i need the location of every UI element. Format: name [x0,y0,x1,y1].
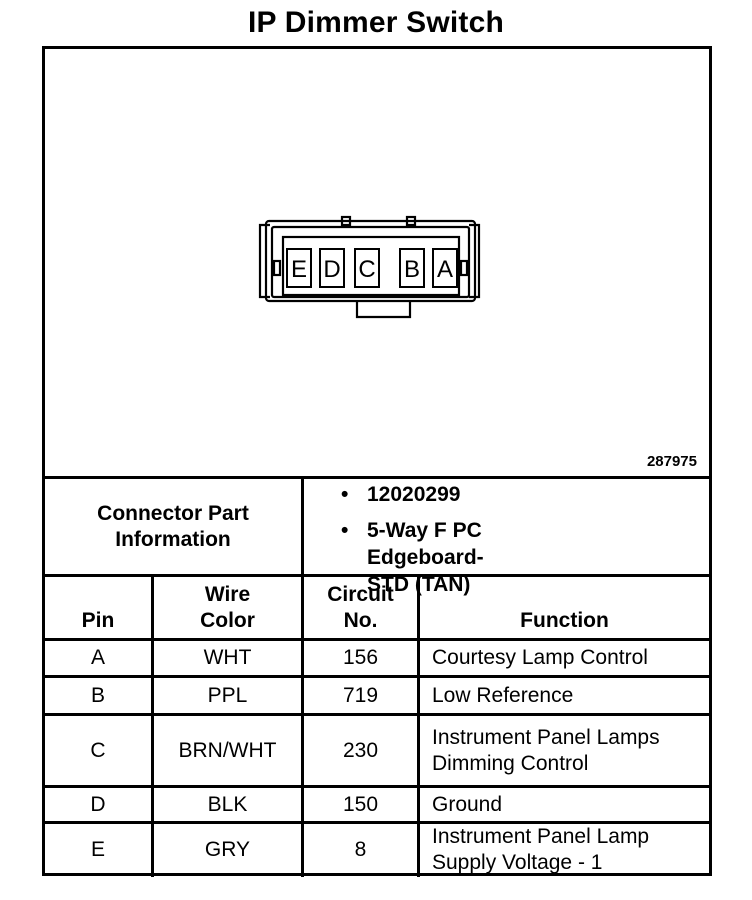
header-circuit-line2: No. [343,608,378,632]
row-b-wire-color: PPL [207,683,248,707]
connector-frame [42,46,712,876]
row-c-circuit: 230 [342,738,379,762]
row-b-function: Low Reference [432,683,574,707]
pin-label-e: E [290,256,308,283]
row-d-pin: D [90,792,106,816]
connector-info-item [341,481,484,508]
row-c-function-line2: Dimming Control [432,751,589,775]
row-e-circuit: 8 [354,838,367,861]
connector-type-line2: Edgeboard-STD (TAN) [367,546,484,596]
pin-label-d: D [323,256,341,283]
header-circuit [304,577,417,638]
header-wire-color-line1: Wire [204,582,251,606]
header-function: Function [520,609,609,632]
connector-diagram [45,49,709,476]
row-b-circuit: 719 [342,683,379,707]
bullet-icon: • [341,483,349,506]
row-c-pin: C [90,738,106,762]
connector-type-line1: 5-Way F PC [367,519,482,542]
row-d-function: Ground [432,792,503,816]
row-e-wire-color: GRY [204,838,251,861]
row-c-function [420,716,709,785]
pin-label-b: B [403,256,421,283]
row-e-function-line2: Supply Voltage - 1 [432,851,603,874]
header-wire-color-line2: Color [200,608,255,632]
connector-info-label [45,479,301,574]
row-d-circuit: 150 [342,792,379,816]
connector-info-label-line2: Information [115,527,231,551]
bullet-icon: • [341,519,349,542]
connector-drawing [45,49,709,476]
pin-label-c: C [358,256,376,283]
header-circuit-line1: Circuit [327,582,394,606]
row-b-pin: B [90,683,105,707]
connector-part-number: 12020299 [367,483,461,506]
figure-number: 287975 [646,453,697,470]
row-a-circuit: 156 [342,646,379,669]
row-a-pin: A [90,646,105,669]
header-wire-color [154,577,301,638]
row-e-function-line1: Instrument Panel Lamp [432,825,650,848]
row-c-wire-color: BRN/WHT [178,738,277,762]
row-a-function: Courtesy Lamp Control [432,646,648,669]
page-title: IP Dimmer Switch [247,6,505,39]
row-e-pin: E [90,838,105,861]
header-pin: Pin [81,609,115,632]
row-e-function [420,824,709,876]
pin-label-a: A [436,256,454,283]
row-d-wire-color: BLK [207,792,248,816]
row-c-function-line1: Instrument Panel Lamps [432,725,660,749]
connector-info-label-line1: Connector Part [97,501,249,525]
row-a-wire-color: WHT [203,646,252,669]
